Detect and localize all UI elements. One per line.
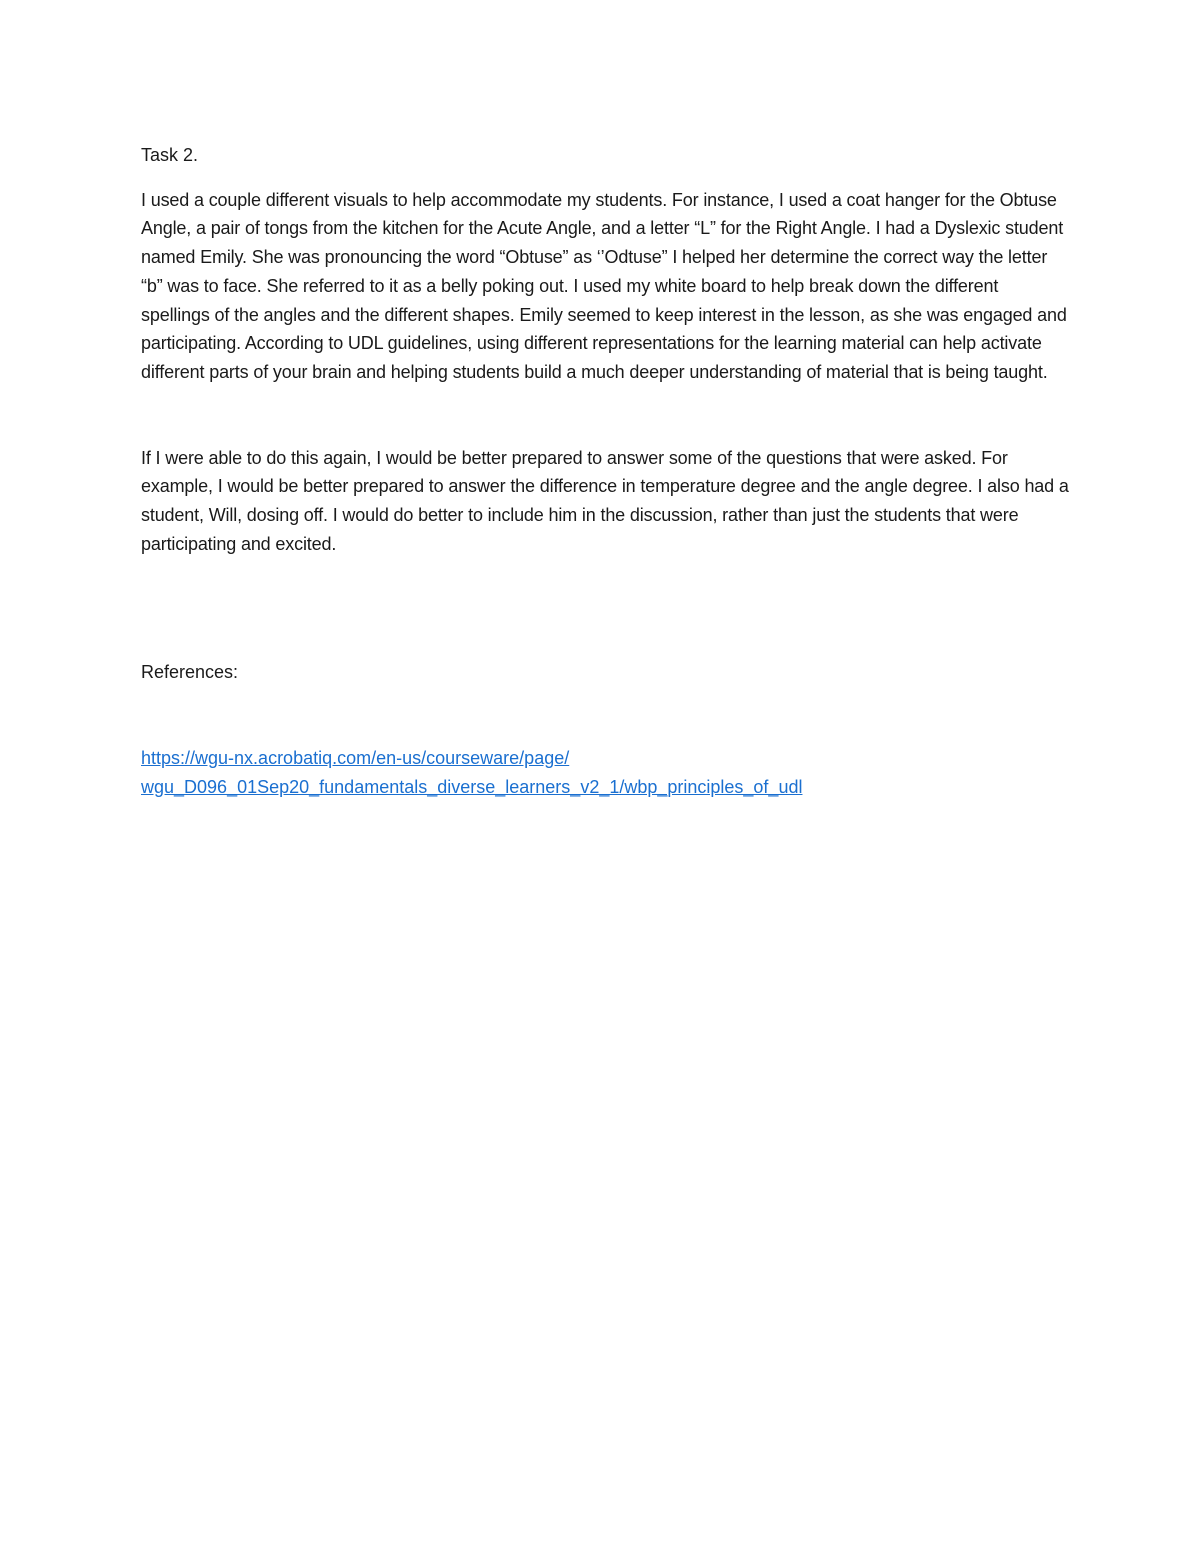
reference-link-line-1: https://wgu-nx.acrobatiq.com/en-us/courseware/page/ xyxy=(141,748,570,769)
spacer xyxy=(141,558,1071,658)
paragraph-reflection: If I were able to do this again, I would be better prepared to answer some of the questions that were asked. For example, I would be better prepared to answer the difference in temperature degree and the angle degree. I also had a student, Will, dosing off. I would do better to include him in the discussion, rather than just the students that were participating and excited. xyxy=(141,447,1069,554)
reference-link[interactable] xyxy=(141,744,1071,801)
reference-link-line-2: wgu_D096_01Sep20_fundamentals_diverse_learners_v2_1/wbp_principles_of_udl xyxy=(141,776,803,797)
references-heading: References: xyxy=(141,662,239,683)
paragraph-visuals: I used a couple different visuals to help accommodate my students. For instance, I used a coat hanger for the Obtuse Angle, a pair of tongs from the kitchen for the Acute Angle, and a letter “L” for the Right Angle. I had a Dyslexic student named Emily. She was pronouncing the word “Obtuse” as ‘’Odtuse” I helped her determine the correct way the letter “b” was to face. She referred to it as a belly poking out. I used my white board to help break down the different spellings of the angles and the different shapes. Emily seemed to keep interest in the lesson, as she was engaged and participating. According to UDL guidelines, using different representations for the learning material can help activate different parts of your brain and helping students build a much deeper understanding of material that is being taught. xyxy=(141,189,1067,382)
spacer xyxy=(141,687,1071,744)
document-title: Task 2. xyxy=(141,145,199,165)
spacer xyxy=(141,387,1071,444)
document-body xyxy=(141,141,1071,802)
